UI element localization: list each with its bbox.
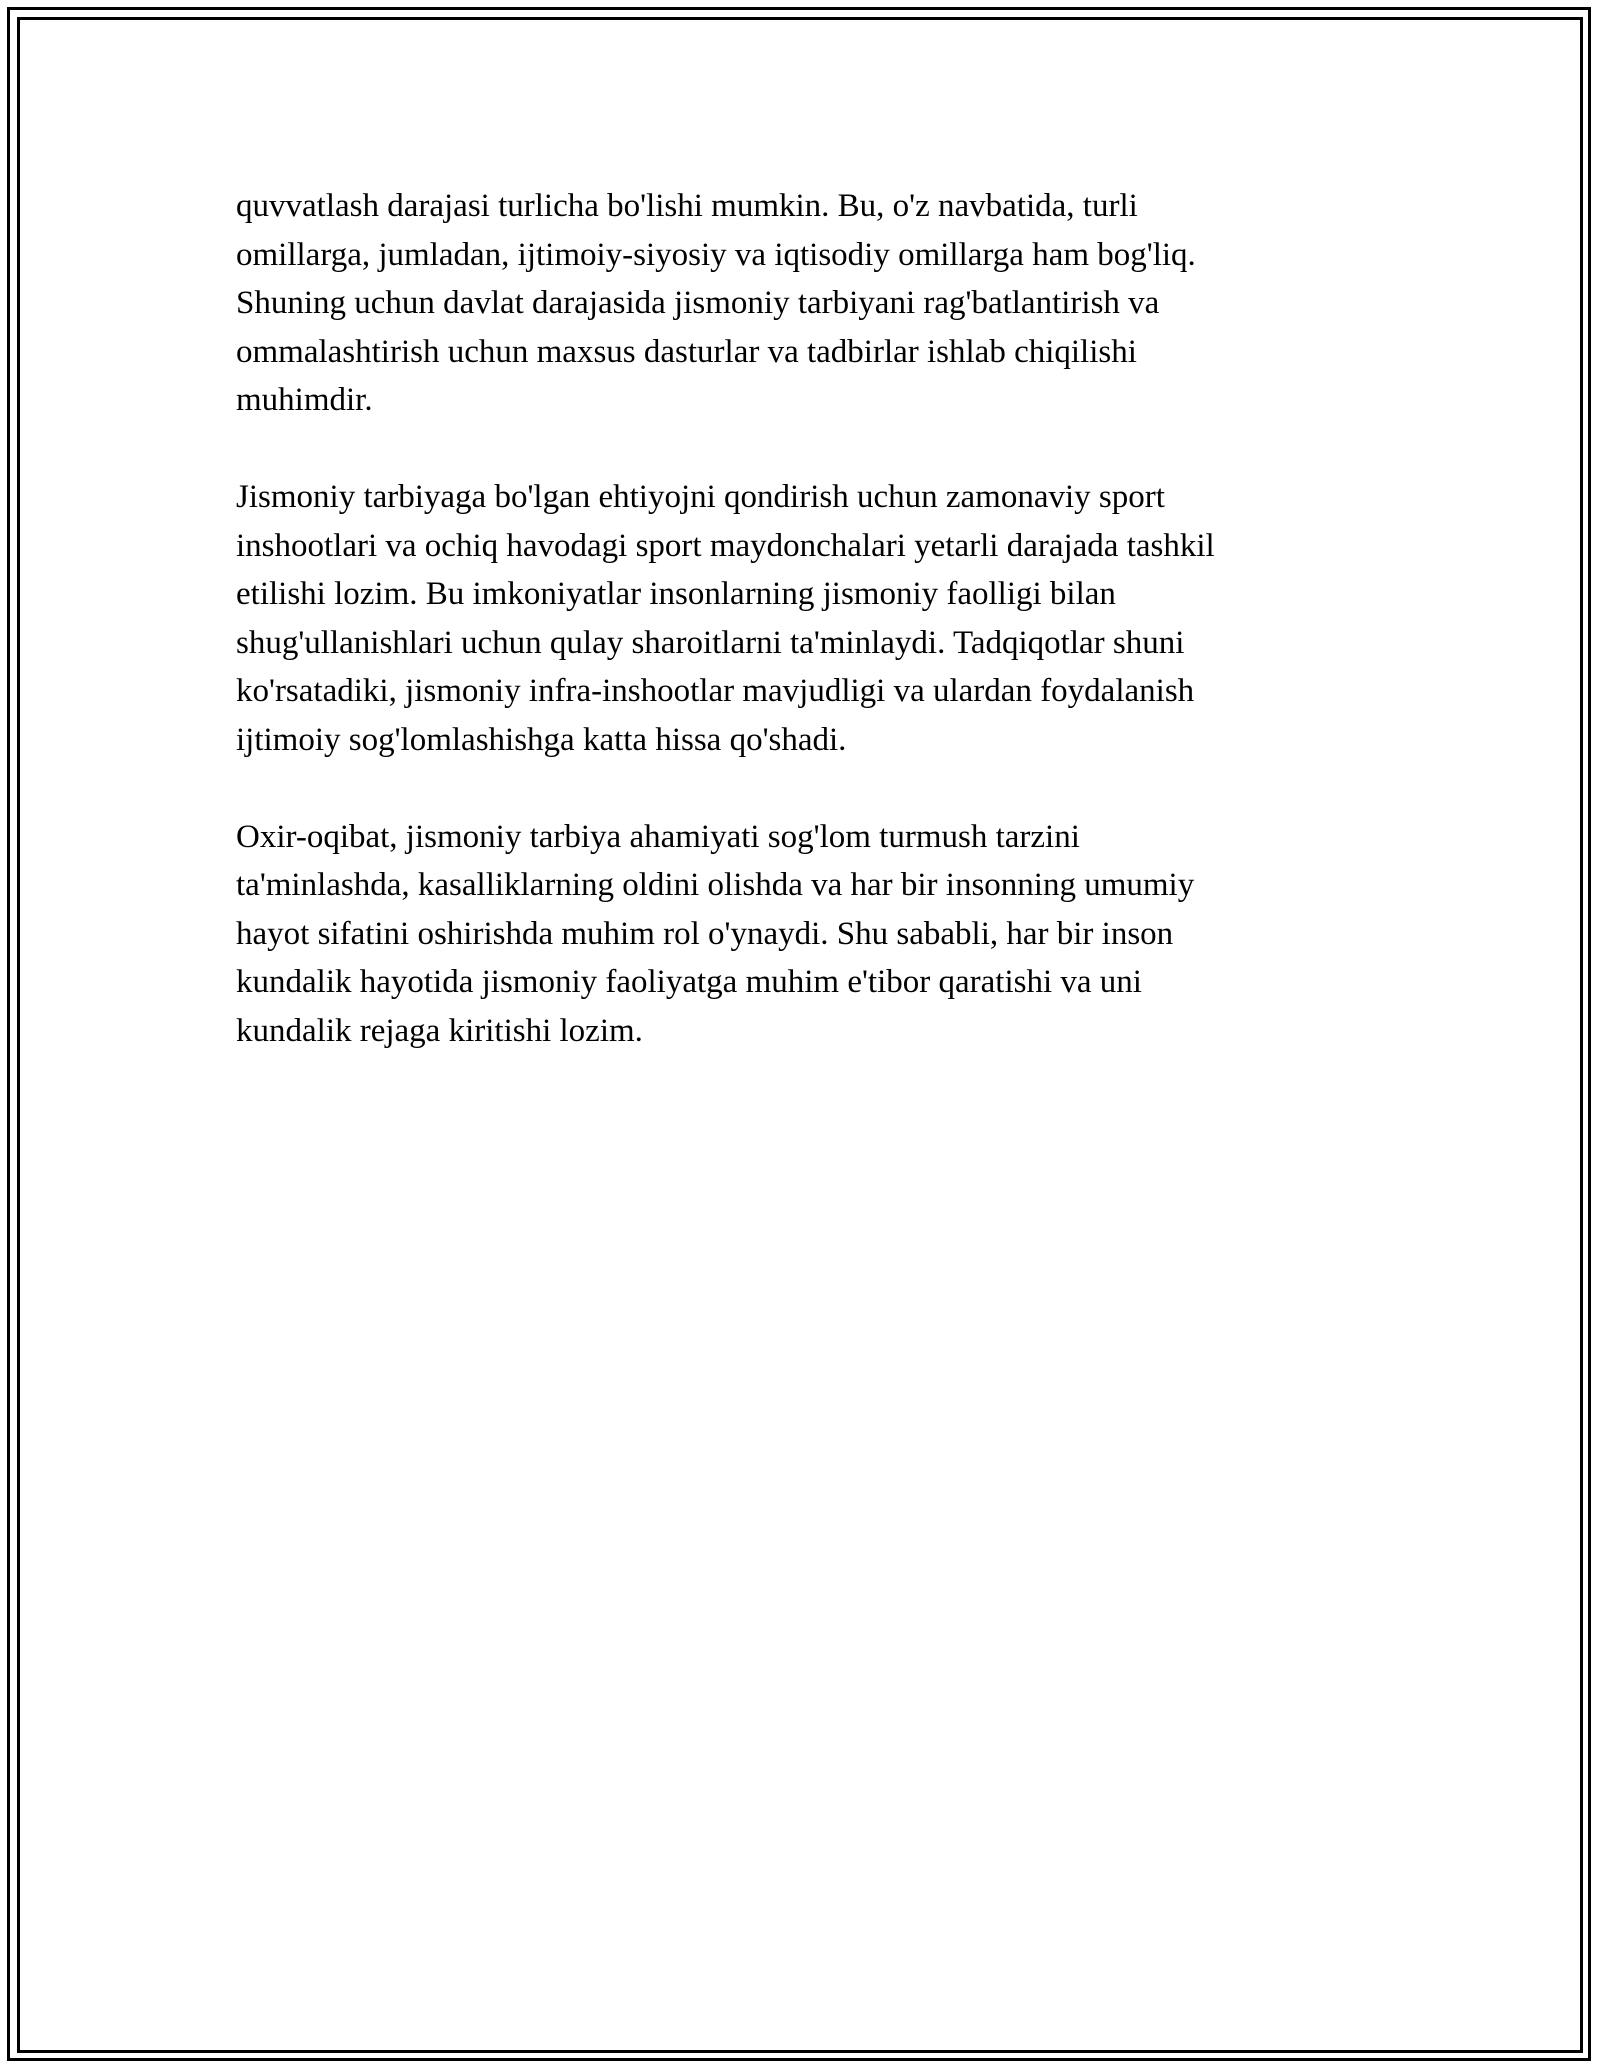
paragraph-line: muhimdir. [236,382,373,418]
paragraph-line: ommalashtirish uchun maxsus dasturlar va tadbirlar ishlab chiqilishi [236,333,1137,370]
paragraph-line: inshootlari va ochiq havodagi sport maydonchalari yetarli darajada tashkil [236,527,1215,564]
paragraph-line: Oxir-oqibat, jismoniy tarbiya ahamiyati sog'lom turmush tarzini [236,818,1080,855]
paragraph-line: quvvatlash darajasi turlicha bo'lishi mumkin. Bu, o'z navbatida, turli [236,188,1138,224]
paragraph-line: kundalik rejaga kiritishi lozim. [236,1012,643,1049]
paragraph-2 [236,473,1356,764]
paragraph-line: shug'ullanishlari uchun qulay sharoitlarni ta'minlaydi. Tadqiqotlar shuni [236,624,1185,661]
paragraph-1 [236,182,1356,425]
paragraph-line: omillarga, jumladan, ijtimoiy-siyosiy va iqtisodiy omillarga ham bog'liq. [236,236,1196,273]
paragraph-line: Jismoniy tarbiyaga bo'lgan ehtiyojni qondirish uchun zamonaviy sport [236,479,1165,515]
paragraph-line: etilishi lozim. Bu imkoniyatlar insonlarning jismoniy faolligi bilan [236,576,1116,612]
paragraph-line: kundalik hayotida jismoniy faoliyatga muhim e'tibor qaratishi va uni [236,964,1142,1000]
document-body [236,182,1356,1104]
paragraph-line: ijtimoiy sog'lomlashishga katta hissa qo'shadi. [236,721,847,758]
paragraph-line: hayot sifatini oshirishda muhim rol o'ynaydi. Shu sababli, har bir inson [236,915,1174,952]
paragraph-line: Shuning uchun davlat darajasida jismoniy tarbiyani rag'batlantirish va [236,285,1160,321]
paragraph-line: ta'minlashda, kasalliklarning oldini olishda va har bir insonning umumiy [236,867,1195,903]
paragraph-line: ko'rsatadiki, jismoniy infra-inshootlar mavjudligi va ulardan foydalanish [236,673,1195,709]
paragraph-3 [236,813,1356,1056]
